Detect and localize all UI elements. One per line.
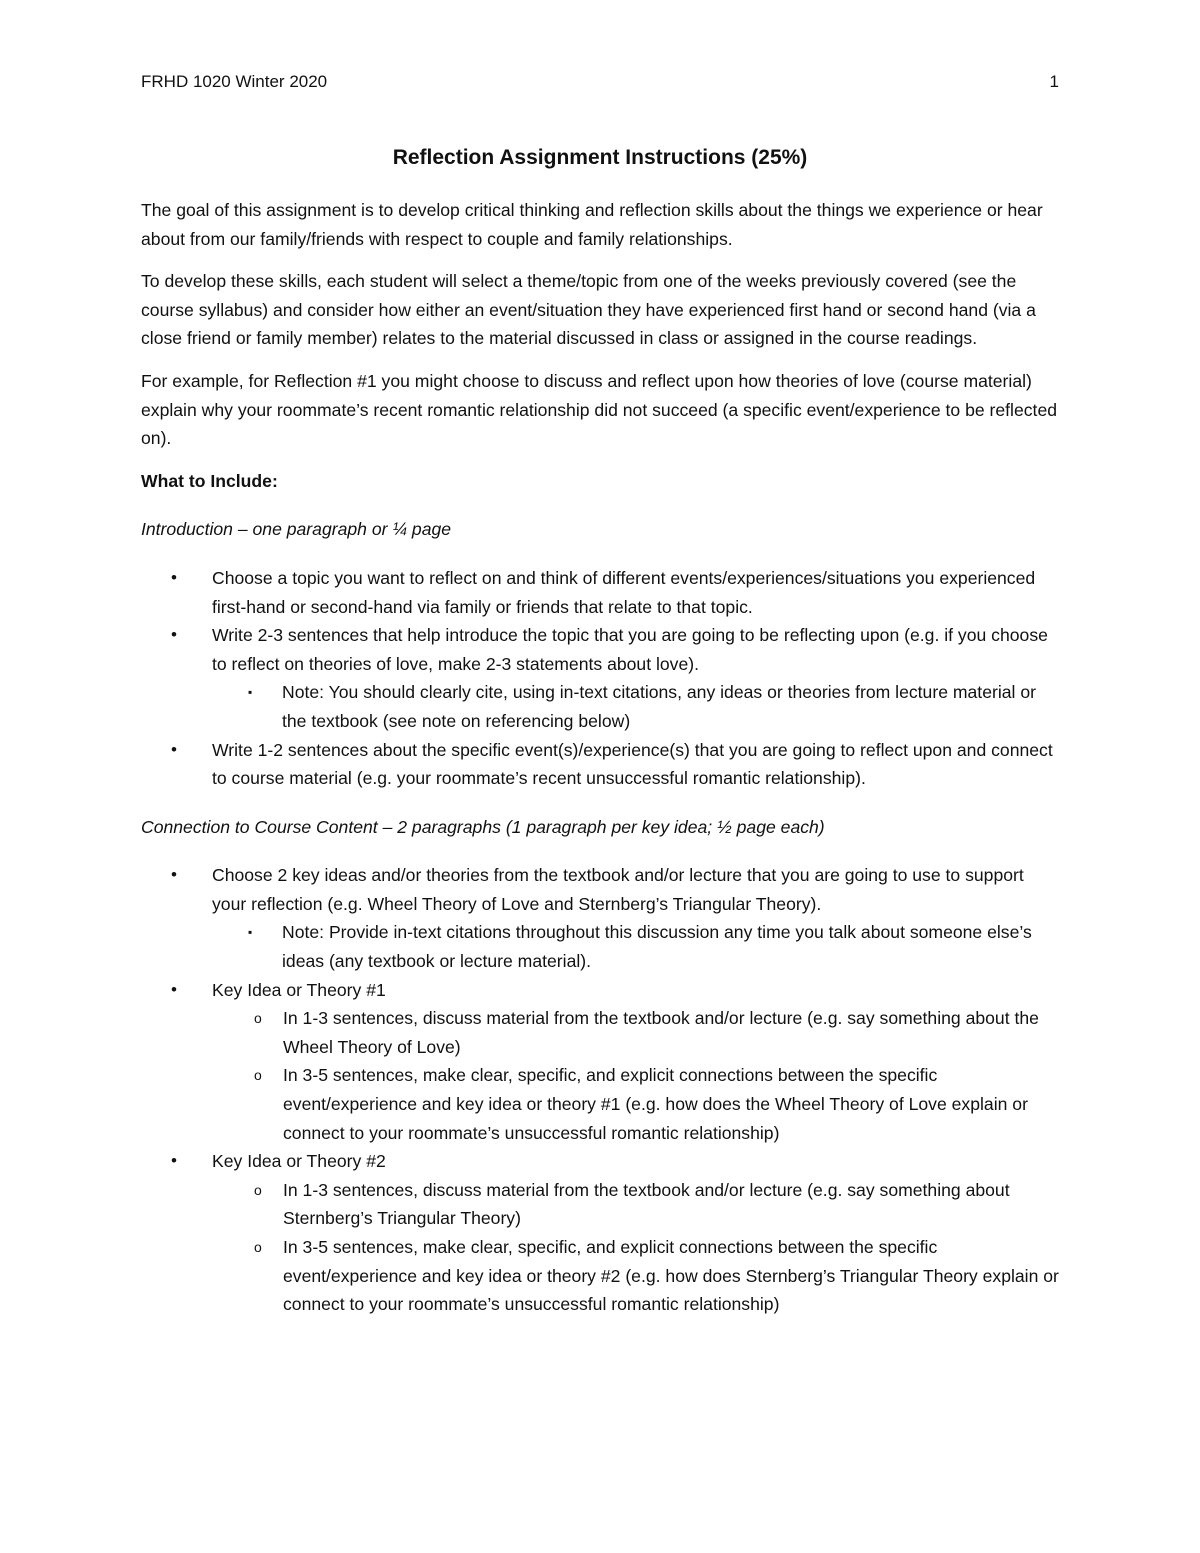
sub-list: [212, 1004, 1059, 1147]
bullet-icon: •: [171, 739, 177, 759]
square-bullet-icon: ▪: [248, 925, 253, 940]
page-number: 1: [1049, 72, 1059, 91]
sub-list-item-text: In 3-5 sentences, make clear, specific, and explicit connections between the specific event/experience and key idea or theory #1 (e.g. how does the Wheel Theory of Love explain or connect to your roommate’s unsuccessful romantic relationship): [283, 1065, 1028, 1143]
course-label: FRHD 1020 Winter 2020: [141, 72, 328, 91]
list-item: [141, 861, 1059, 975]
list-item: [141, 621, 1059, 735]
paragraph-example: For example, for Reflection #1 you might choose to discuss and reflect upon how theories of love (course material) explain why your roommate’s recent romantic relationship did not succeed (a specific event/experience to be reflected on).: [141, 370, 1058, 449]
list-item-text: Write 1-2 sentences about the specific event(s)/experience(s) that you are going to reflect upon and connect to course material (e.g. your roommate’s recent unsuccessful romantic relationship).: [212, 739, 1053, 789]
paragraph-goal: The goal of this assignment is to develop critical thinking and reflection skills about the things we experience or hear about from our family/friends with respect to couple and family relationships.: [141, 200, 1043, 249]
list-item-text: Key Idea or Theory #2: [212, 1151, 386, 1172]
sub-list-item-text: In 3-5 sentences, make clear, specific, and explicit connections between the specific event/experience and key idea or theory #2 (e.g. how does Sternberg’s Triangular Theory explain or connect to your roommate’s unsuccessful romantic relationship): [283, 1237, 1059, 1315]
list-item-text: Write 2-3 sentences that help introduce the topic that you are going to be reflecting upon (e.g. if you choose to reflect on theories of love, make 2-3 statements about love).: [212, 625, 1048, 674]
circle-bullet-icon: o: [254, 1239, 262, 1255]
connection-list: [141, 861, 1059, 1319]
what-to-include-heading: What to Include:: [141, 470, 278, 491]
note-list: [212, 918, 1059, 975]
circle-bullet-icon: o: [254, 1067, 262, 1084]
sub-list: [212, 1176, 1059, 1319]
bullet-icon: •: [171, 625, 177, 645]
sub-list-item: [212, 1233, 1059, 1319]
sub-list-item: [212, 1176, 1059, 1233]
list-item-text: Choose a topic you want to reflect on and think of different events/experiences/situations you experienced first-hand or second-hand via family or friends that relate to that topic.: [212, 567, 1036, 617]
note-item: [141, 918, 1059, 975]
square-bullet-icon: ▪: [248, 685, 253, 700]
introduction-list: [141, 564, 1059, 793]
list-item: [141, 736, 1059, 793]
sub-list-item-text: In 1-3 sentences, discuss material from the textbook and/or lecture (e.g. say something about Sternberg’s Triangular Theory): [283, 1179, 1010, 1229]
paragraph-develop-skills: To develop these skills, each student will select a theme/topic from one of the weeks previously covered (see the course syllabus) and consider how either an event/situation they have experienced first hand or second hand (via a close friend or family member) relates to the material discussed in class or assigned in the course readings.: [141, 271, 1036, 349]
circle-bullet-icon: o: [254, 1181, 262, 1198]
list-item-text: Choose 2 key ideas and/or theories from the textbook and/or lecture that you are going to use to support your reflection (e.g. Wheel Theory of Love and Sternberg’s Triangular Theory).: [212, 865, 1024, 914]
bullet-icon: •: [171, 979, 177, 999]
list-item-text: Key Idea or Theory #1: [212, 979, 386, 1000]
sub-list-item: [212, 1061, 1059, 1147]
section-heading-introduction: Introduction – one paragraph or ¼ page: [141, 519, 452, 540]
note-text: Note: Provide in-text citations throughout this discussion any time you talk about someone else’s ideas (any textbook or lecture material).: [282, 922, 1032, 972]
sub-list-item: [212, 1004, 1059, 1061]
bullet-icon: •: [171, 567, 177, 587]
bullet-icon: •: [171, 1151, 177, 1171]
sub-list-item-text: In 1-3 sentences, discuss material from the textbook and/or lecture (e.g. say something about the Wheel Theory of Love): [283, 1008, 1039, 1057]
note-item: [141, 678, 1059, 735]
list-item: [141, 1147, 1059, 1319]
note-text: Note: You should clearly cite, using in-text citations, any ideas or theories from lecture material or the textbook (see note on referencing below): [282, 682, 1036, 731]
section-heading-connection: Connection to Course Content – 2 paragraphs (1 paragraph per key idea; ½ page each): [141, 816, 825, 837]
document-title: Reflection Assignment Instructions (25%): [392, 146, 808, 169]
page-header: [141, 72, 1059, 98]
list-item: [141, 976, 1059, 1148]
circle-bullet-icon: o: [254, 1010, 262, 1027]
document-body: [141, 142, 1059, 1339]
note-list: [212, 678, 1059, 735]
list-item: [141, 564, 1059, 621]
bullet-icon: •: [171, 865, 177, 885]
